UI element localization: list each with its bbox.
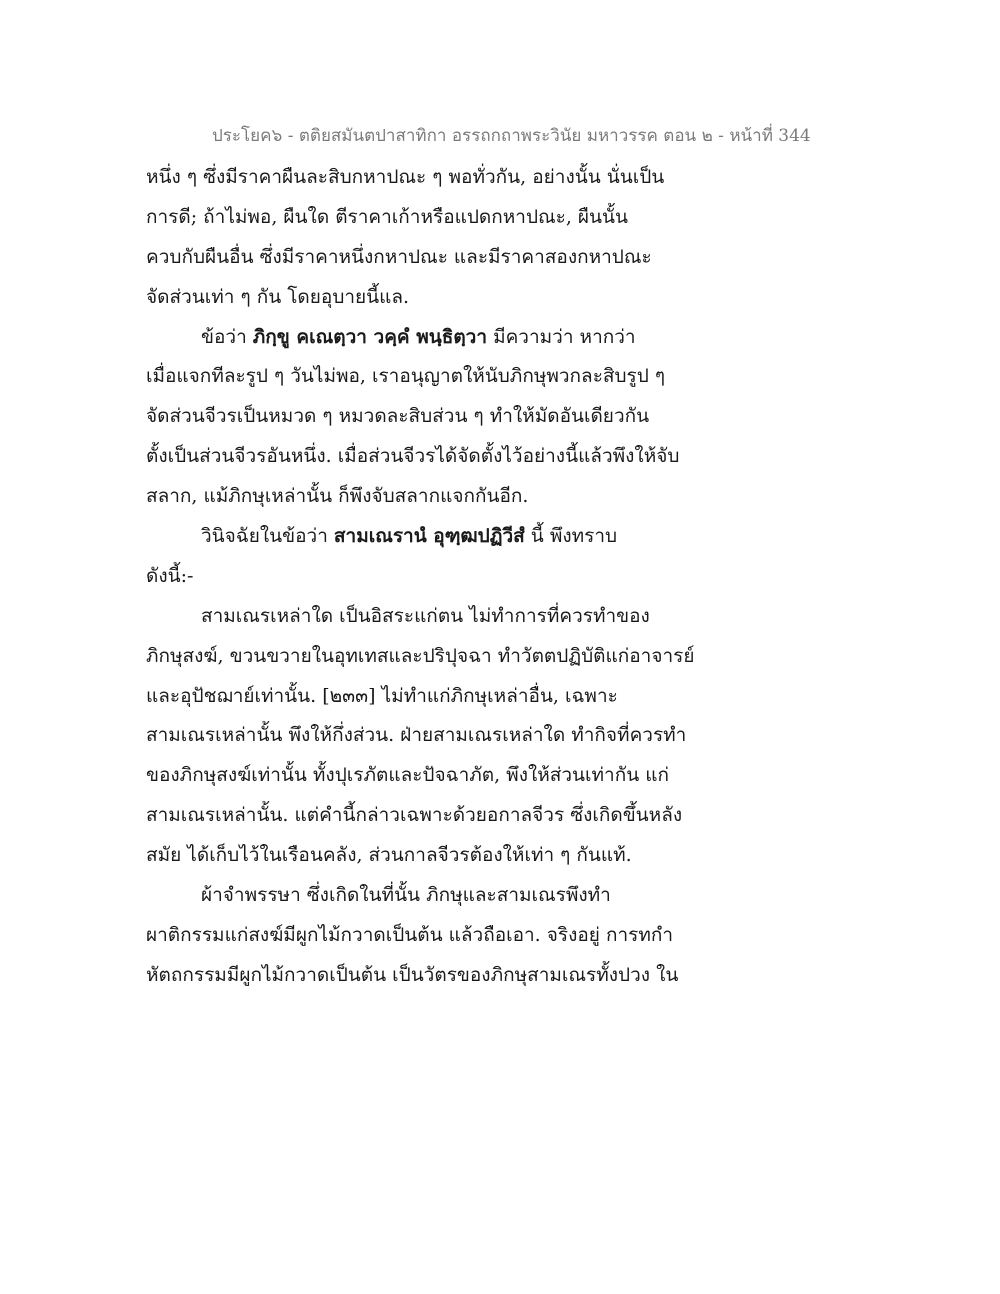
- text-line: หัตถกรรมมีผูกไม้กวาดเป็นต้น เป็นวัตรของภิกษุสามเณรทั้งปวง ใน: [146, 963, 679, 986]
- text-line: เมื่อแจกทีละรูป ๆ วันไม่พอ, เราอนุญาตให้นับภิกษุพวกละสิบรูป ๆ: [146, 365, 666, 388]
- line-lead: ข้อว่า: [201, 325, 253, 348]
- text-line: ดังนี้:-: [146, 564, 194, 587]
- text-line: สลาก, แม้ภิกษุเหล่านั้น ก็พึงจับสลากแจกกันอีก.: [146, 485, 529, 508]
- text-line: และอุปัชฌาย์เท่านั้น. [๒๓๓] ไม่ทำแก่ภิกษุเหล่าอื่น, เฉพาะ: [146, 684, 618, 707]
- text-line: ของภิกษุสงฆ์เท่านั้น ทั้งปุเรภัตและปัจฉาภัต, พึงให้ส่วนเท่ากัน แก่: [146, 764, 670, 787]
- body-text: [146, 158, 706, 996]
- text-line: สามเณรเหล่านั้น พึงให้กึ่งส่วน. ฝ่ายสามเณรเหล่าใด ทำกิจที่ควรทำ: [146, 724, 687, 747]
- text-line: ควบกับผืนอื่น ซึ่งมีราคาหนึ่งกหาปณะ และมีราคาสองกหาปณะ: [146, 245, 652, 268]
- paragraph-first-line: ผ้าจำพรรษา ซึ่งเกิดในที่นั้น ภิกษุและสามเณรพึงทำ: [201, 884, 611, 907]
- line-lead: วินิจฉัยในข้อว่า: [201, 525, 334, 548]
- text-line: หนึ่ง ๆ ซึ่งมีราคาผืนละสิบกหาปณะ ๆ พอทั่วกัน, อย่างนั้น นั่นเป็น: [146, 166, 665, 188]
- paragraph-first-line: สามเณรเหล่าใด เป็นอิสระแก่ตน ไม่ทำการที่ควรทำของ: [201, 604, 650, 627]
- line-trail: นี้ พึงทราบ: [524, 525, 618, 548]
- text-line: ภิกษุสงฆ์, ขวนขวายในอุทเทสและปริปุจฉา ทำวัตตปฏิบัติแก่อาจารย์: [146, 644, 695, 667]
- text-line: ผาติกรรมแก่สงฆ์มีผูกไม้กวาดเป็นต้น แล้วถือเอา. จริงอยู่ การทกำ: [146, 923, 674, 946]
- paragraph-first-line: [146, 318, 706, 358]
- text-line: ตั้งเป็นส่วนจีวรอันหนึ่ง. เมื่อส่วนจีวรได้จัดตั้งไว้อย่างนี้แล้วพึงให้จับ: [146, 445, 680, 468]
- running-header: ประโยค๖ - ตติยสมันตปาสาทิกา อรรถกถาพระวินัย มหาวรรค ตอน ๒ - หน้าที่ 344: [212, 126, 811, 146]
- text-line: การดี; ถ้าไม่พอ, ผืนใด ตีราคาเก้าหรือแปดกหาปณะ, ผืนนั้น: [146, 205, 629, 228]
- text-line: จัดส่วนจีวรเป็นหมวด ๆ หมวดละสิบส่วน ๆ ทำให้มัดอันเดียวกัน: [146, 405, 650, 428]
- text-line: สมัย ได้เก็บไว้ในเรือนคลัง, ส่วนกาลจีวรต้องให้เท่า ๆ กันแท้.: [146, 844, 632, 867]
- pali-term: ภิกฺขู คเณตฺวา วคฺคํ พนฺธิตฺวา: [252, 325, 488, 348]
- pali-term: สามเณรานํ อุฑฺฒปฏิวีสํ: [333, 525, 525, 548]
- text-line: จัดส่วนเท่า ๆ กัน โดยอุบายนี้แล.: [146, 285, 410, 308]
- paragraph-first-line: [146, 517, 706, 557]
- line-trail: มีความว่า หากว่า: [487, 325, 636, 348]
- text-line: สามเณรเหล่านั้น. แต่คำนี้กล่าวเฉพาะด้วยอกาลจีวร ซึ่งเกิดขึ้นหลัง: [146, 804, 683, 827]
